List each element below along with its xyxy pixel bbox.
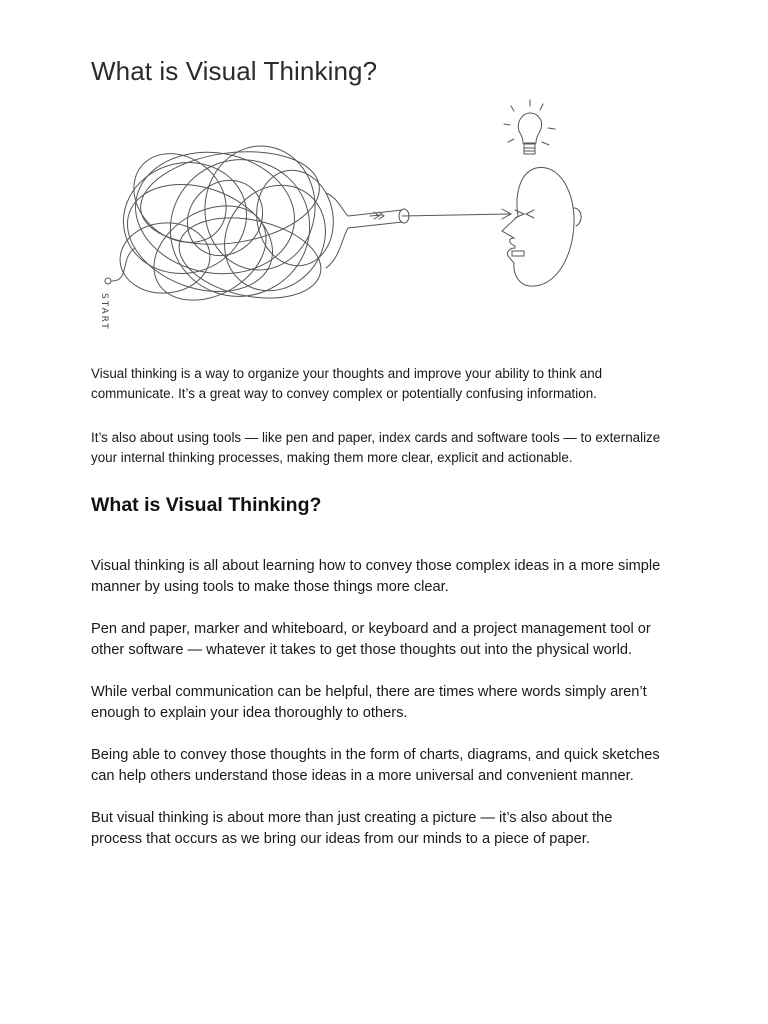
start-point-icon	[105, 278, 111, 284]
intro-paragraph-2	[91, 428, 691, 468]
light-bulb-icon	[504, 100, 555, 154]
section-paragraph-5	[91, 808, 691, 850]
text-line: While verbal communication can be helpful, there are times where words simply aren’t	[91, 684, 647, 700]
head-icon	[502, 167, 581, 286]
section-heading: What is Visual Thinking?	[91, 494, 322, 516]
section-paragraph-1	[91, 556, 691, 598]
section-paragraph-2	[91, 619, 691, 661]
text-line: communicate. It’s a great way to convey complex or potentially confusing information.	[91, 386, 597, 401]
text-line: Visual thinking is all about learning how to convey those complex ideas in a more simple	[91, 558, 661, 574]
visual-thinking-illustration	[90, 98, 600, 344]
text-line: can help others understand those ideas in a more universal and convenient manner.	[91, 768, 634, 784]
text-line: manner by using tools to make those things more clear.	[91, 579, 449, 595]
text-line: process that occurs as we bring our ideas from our minds to a piece of paper.	[91, 831, 590, 847]
scribble-tangle	[111, 135, 511, 319]
text-line: But visual thinking is about more than just creating a picture — it’s also about the	[91, 810, 613, 826]
section-paragraph-4	[91, 745, 691, 787]
text-line: your internal thinking processes, making them more clear, explicit and actionable.	[91, 450, 573, 465]
tangled-thought-sketch	[90, 98, 600, 344]
section-paragraph-3	[91, 682, 691, 724]
start-label: START	[99, 293, 109, 331]
text-line: Pen and paper, marker and whiteboard, or keyboard and a project management tool or	[91, 621, 651, 637]
text-line: enough to explain your idea thoroughly to others.	[91, 705, 408, 721]
text-line: It’s also about using tools — like pen and paper, index cards and software tools — to externalize	[91, 430, 661, 445]
intro-paragraph-1	[91, 364, 691, 404]
document-title: What is Visual Thinking?	[91, 56, 378, 86]
text-line: Being able to convey those thoughts in the form of charts, diagrams, and quick sketches	[91, 747, 660, 763]
text-line: other software — whatever it takes to get those thoughts out into the physical world.	[91, 642, 633, 658]
text-line: Visual thinking is a way to organize your thoughts and improve your ability to think and	[91, 366, 603, 381]
